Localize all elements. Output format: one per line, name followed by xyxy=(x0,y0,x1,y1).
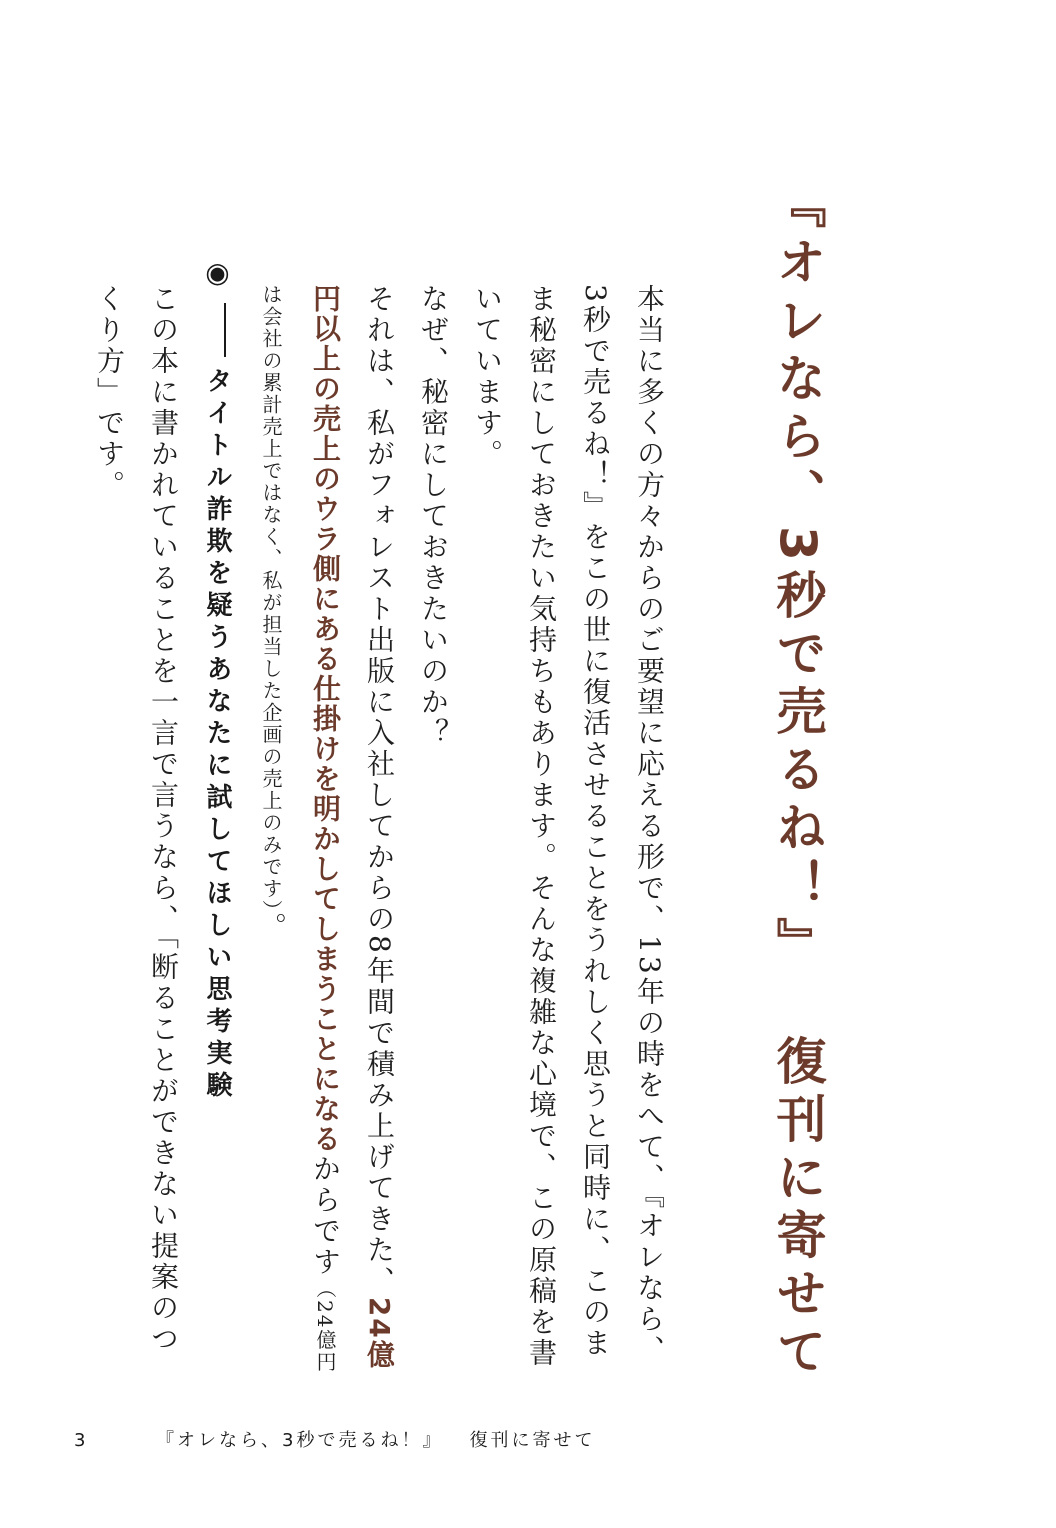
section-heading xyxy=(190,256,244,1376)
paragraph-3 xyxy=(244,284,406,1376)
chapter-title-main: 『オレなら、3秒で売るね！』 xyxy=(768,178,827,975)
section-heading-text: タイトル詐欺を疑うあなたに試してほしい思考実験 xyxy=(202,367,232,1103)
paragraph-1: 本当に多くの方々からのご要望に応える形で、13年の時をへて、『オレなら、3秒で売るね！』をこの世に復活させることをうれしく思うと同時に、このまま秘密にしておきたい気持ちもあります。そんな複雑な心境で、この原稿を書いています。 xyxy=(471,284,666,1369)
paragraph-4: この本に書かれていることを一言で言うなら、「断ることができない提案のつくり方」です。 xyxy=(93,284,180,1355)
chapter-title-sub: 復刊に寄せて xyxy=(768,1034,827,1383)
paragraph-3-emphasis: 24億円以上の売上のウラ側にある仕掛けを明かしてしまうことになる xyxy=(309,284,396,1370)
running-head-sub: 復刊に寄せて xyxy=(469,1430,596,1451)
paragraph-3-end: 。 xyxy=(255,912,288,943)
running-head xyxy=(156,1430,595,1451)
paragraph-2: なぜ、秘密にしておきたいのか？ xyxy=(417,284,450,749)
heading-rule xyxy=(224,303,226,357)
bullet-icon: ◉ xyxy=(201,256,234,295)
paragraph-3-text-a: それは、私がフォレスト出版に入社してからの8年間で積み上げてきた、 xyxy=(363,284,396,1297)
page-footer xyxy=(74,1426,595,1452)
running-head-title: 『オレなら、3秒で売るね！』 xyxy=(156,1430,444,1451)
chapter-title xyxy=(768,178,827,1383)
page-number: 3 xyxy=(74,1430,89,1451)
paragraph-3-text-b: からです xyxy=(309,1154,342,1278)
paragraph-3-note: （24億円は会社の累計売上ではなく、私が担当した企画の売上のみです） xyxy=(259,284,337,1374)
body-text xyxy=(82,256,676,1376)
